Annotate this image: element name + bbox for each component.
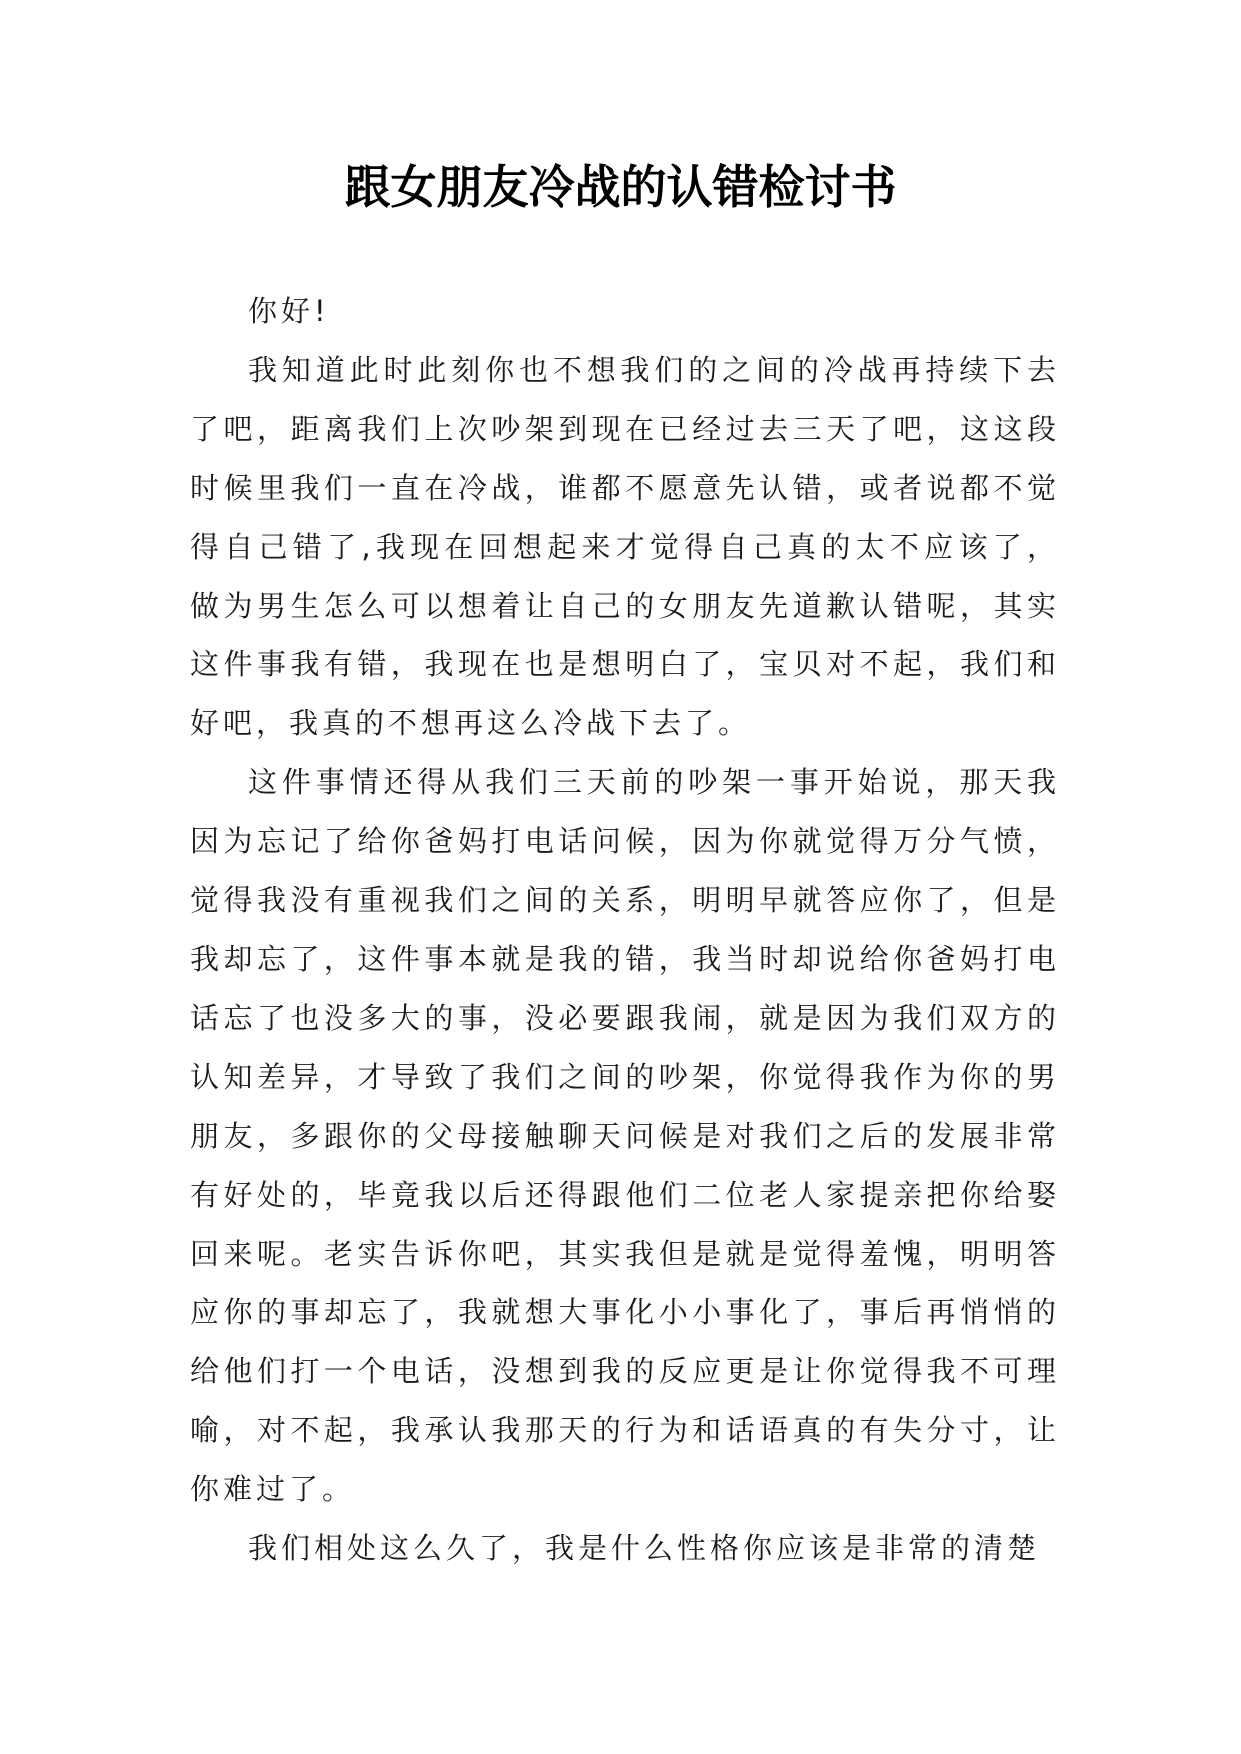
paragraph-2: 这件事情还得从我们三天前的吵架一事开始说，那天我因为忘记了给你爸妈打电话问候，因为你就觉得万分气愤，觉得我没有重视我们之间的关系，明明早就答应你了，但是我却忘了，这件事本就是我的错，我当时却说给你爸妈打电话忘了也没多大的事，没必要跟我闹，就是因为我们双方的认知差异，才导致了我们之间的吵架，你觉得我作为你的男朋友，多跟你的父母接触聊天问候是对我们之后的发展非常有好处的，毕竟我以后还得跟他们二位老人家提亲把你给娶回来呢。老实告诉你吧，其实我但是就是觉得羞愧，明明答应你的事却忘了，我就想大事化小小事化了，事后再悄悄的给他们打一个电话，没想到我的反应更是让你觉得我不可理喻，对不起，我承认我那天的行为和话语真的有失分寸，让你难过了。 [190, 765, 1060, 1507]
paragraph-1: 我知道此时此刻你也不想我们的之间的冷战再持续下去了吧，距离我们上次吵架到现在已经过去三天了吧，这这段时候里我们一直在冷战，谁都不愿意先认错，或者说都不觉得自己错了,我现在回想起来才觉得自己真的太不应该了，做为男生怎么可以想着让自己的女朋友先道歉认错呢，其实这件事我有错，我现在也是想明白了，宝贝对不起，我们和好吧，我真的不想再这么冷战下去了。 [190, 352, 1060, 741]
document-body [190, 282, 1060, 1578]
paragraph-3: 我们相处这么久了，我是什么性格你应该是非常的清楚 [248, 1531, 1041, 1566]
greeting: 你好! [248, 294, 330, 328]
document-title: 跟女朋友冷战的认错检讨书 [344, 160, 897, 214]
